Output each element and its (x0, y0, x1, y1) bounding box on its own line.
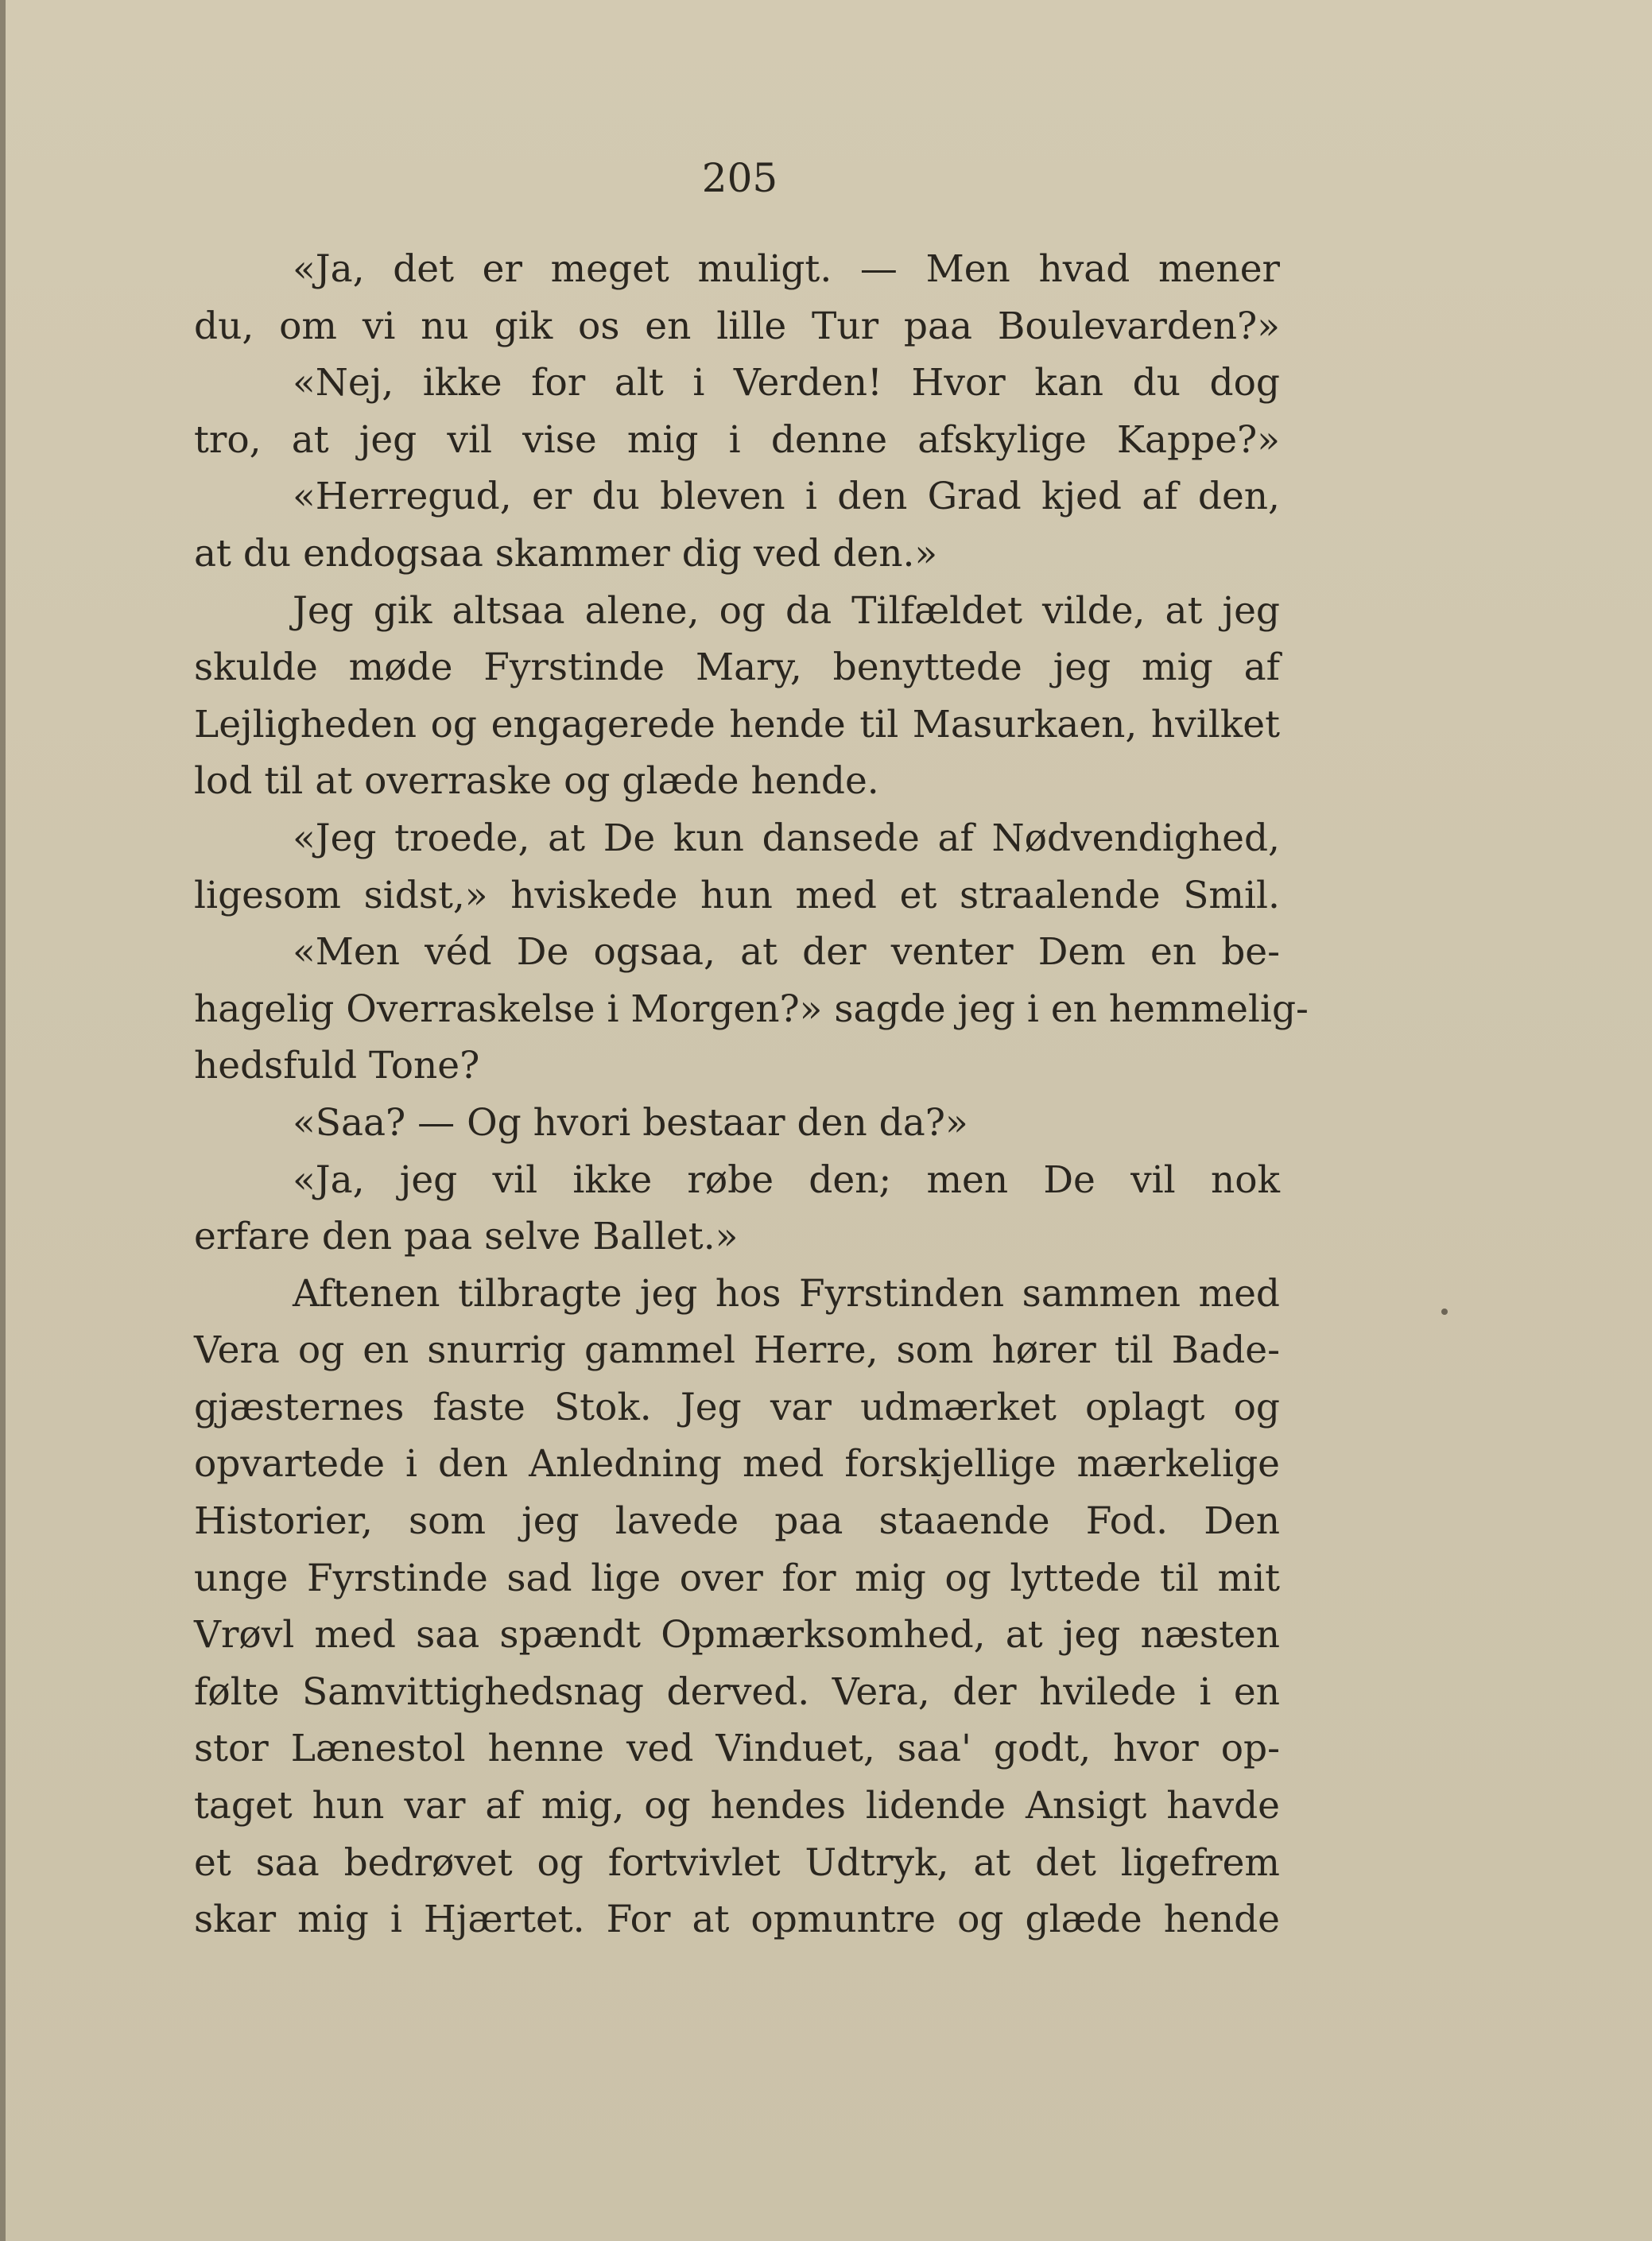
text-line: gjæsternes faste Stok. Jeg var udmærket oplagt og (194, 1385, 1280, 1429)
text-line: Historier, som jeg lavede paa staaende Fod. Den (194, 1499, 1280, 1544)
page-left-edge (0, 0, 6, 2241)
ink-speck (1441, 1309, 1448, 1315)
text-line: lod til at overraske og glæde hende. (194, 759, 879, 804)
text-line: stor Lænestol henne ved Vinduet, saa' godt, hvor op- (194, 1727, 1280, 1771)
text-line: hedsfuld Tone? (194, 1044, 480, 1088)
text-line: «Men véd De ogsaa, at der venter Dem en be- (293, 930, 1280, 975)
body-text (194, 241, 1309, 1948)
text-line: Lejligheden og engagerede hende til Masurkaen, hvilket (194, 702, 1280, 746)
text-line: «Nej, ikke for alt i Verden! Hvor kan du dog (293, 361, 1280, 405)
text-line: Vrøvl med saa spændt Opmærksomhed, at jeg næsten (194, 1613, 1280, 1657)
text-line: Jeg gik altsaa alene, og da Tilfældet vilde, at jeg (293, 588, 1280, 633)
text-line: «Herregud, er du bleven i den Grad kjed af den, (293, 475, 1280, 519)
text-line: opvartede i den Anledning med forskjellige mærkelige (194, 1442, 1280, 1487)
text-line: at du endogsaa skammer dig ved den.» (194, 531, 938, 576)
text-line: følte Samvittighedsnag derved. Vera, der hvilede i en (194, 1669, 1280, 1714)
text-line: «Ja, jeg vil ikke røbe den; men De vil nok (293, 1157, 1280, 1202)
text-line: taget hun var af mig, og hendes lidende Ansigt havde (194, 1784, 1280, 1828)
text-line: Vera og en snurrig gammel Herre, som hører til Bade- (194, 1328, 1280, 1373)
text-line: «Saa? — Og hvori bestaar den da?» (293, 1100, 968, 1145)
text-line: «Jeg troede, at De kun dansede af Nødvendighed, (293, 816, 1280, 860)
text-line: skulde møde Fyrstinde Mary, benyttede jeg mig af (194, 646, 1280, 690)
text-line: tro, at jeg vil vise mig i denne afskylige Kappe?» (194, 417, 1280, 462)
text-line: et saa bedrøvet og fortvivlet Udtryk, at det ligefrem (194, 1840, 1280, 1885)
text-line: skar mig i Hjærtet. For at opmuntre og glæde hende (194, 1898, 1280, 1942)
page-number: 205 (701, 155, 778, 201)
text-line: hagelig Overraskelse i Morgen?» sagde jeg i en hemmelig- (194, 987, 1309, 1031)
text-line: erfare den paa selve Ballet.» (194, 1215, 739, 1259)
text-line: unge Fyrstinde sad lige over for mig og lyttede til mit (194, 1556, 1280, 1600)
text-line: Aftenen tilbragte jeg hos Fyrstinden sammen med (293, 1271, 1280, 1316)
text-line: «Ja, det er meget muligt. — Men hvad mener (293, 247, 1280, 291)
text-line: du, om vi nu gik os en lille Tur paa Boulevarden?» (194, 304, 1280, 348)
text-line: ligesom sidst,» hviskede hun med et straalende Smil. (194, 873, 1280, 917)
